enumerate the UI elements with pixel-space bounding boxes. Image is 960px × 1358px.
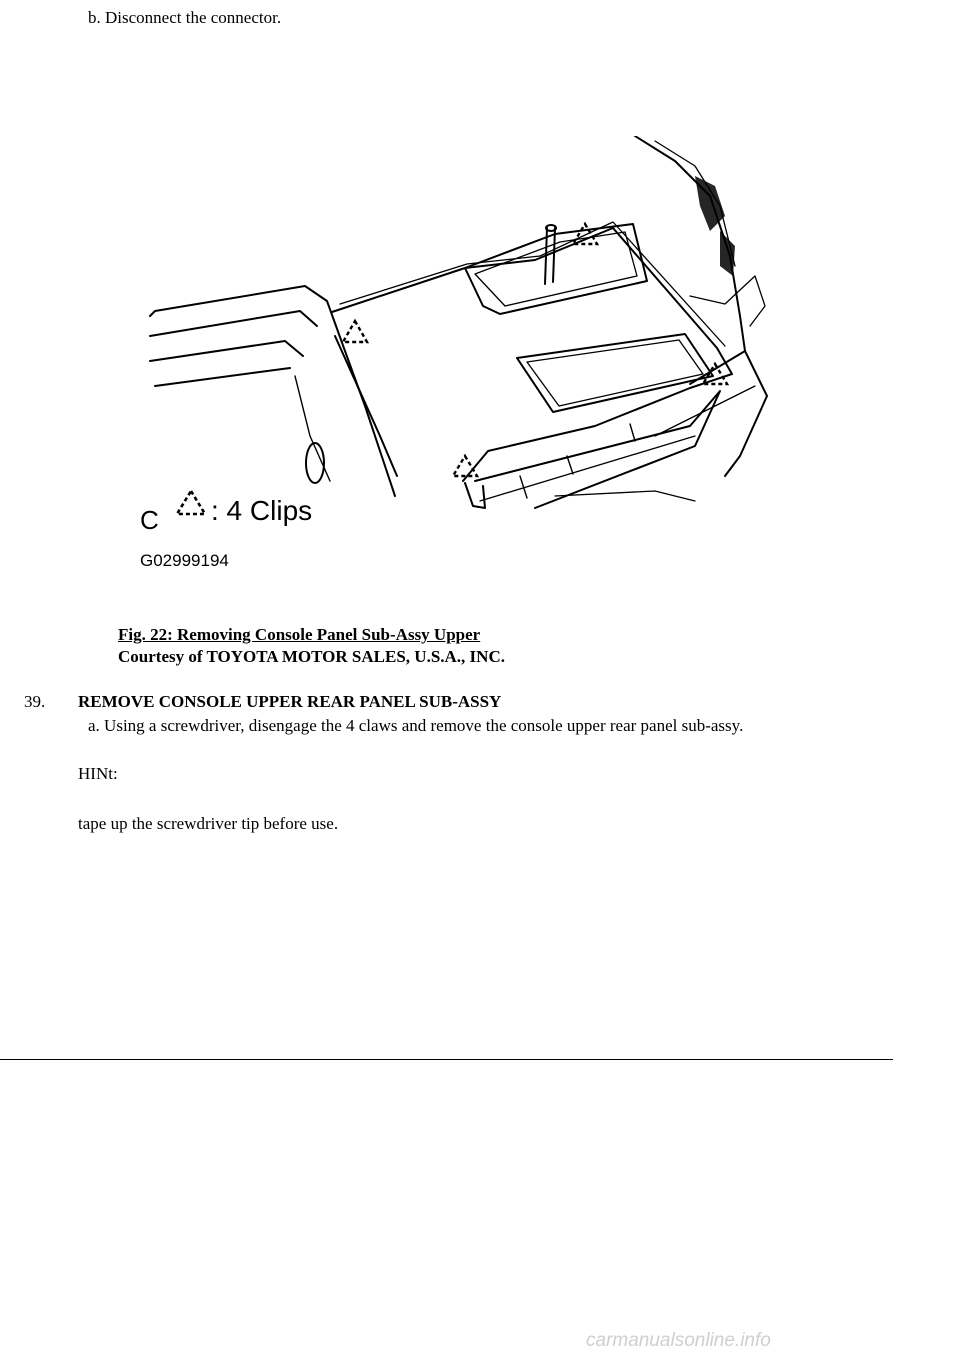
figure-caption <box>118 624 505 668</box>
section-number: 39. <box>24 692 46 711</box>
figure-code: G02999194 <box>140 551 229 570</box>
console-panel-figure <box>135 136 775 576</box>
legend-text: : 4 Clips <box>211 495 313 526</box>
watermark: carmanualsonline.info <box>586 1330 771 1351</box>
figure-caption-credit: Courtesy of TOYOTA MOTOR SALES, U.S.A., INC. <box>118 647 505 666</box>
hint-text: tape up the screwdriver tip before use. <box>78 814 339 833</box>
step-a-text: a. Using a screwdriver, disengage the 4 claws and remove the console upper rear panel sub-assy. <box>88 716 744 735</box>
legend-letter: C <box>140 505 159 535</box>
section-39-heading <box>24 692 501 712</box>
section-title: REMOVE CONSOLE UPPER REAR PANEL SUB-ASSY <box>78 692 502 711</box>
console-illustration <box>135 136 775 576</box>
hint-label: HINt: <box>78 764 118 783</box>
step-b-text: b. Disconnect the connector. <box>88 8 282 27</box>
page-divider <box>0 1059 893 1060</box>
figure-caption-title: Fig. 22: Removing Console Panel Sub-Assy Upper <box>118 625 481 644</box>
clip-symbol-icon <box>177 491 205 514</box>
